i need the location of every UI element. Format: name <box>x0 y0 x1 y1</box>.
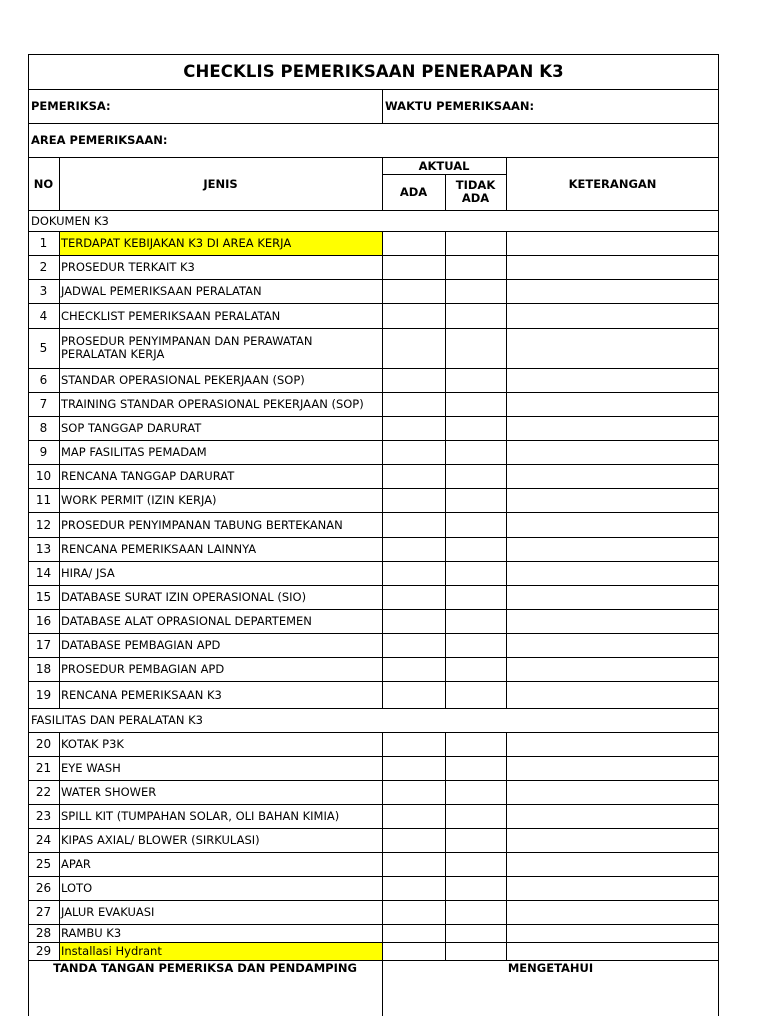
item-number: 4 <box>39 308 48 323</box>
item-number: 19 <box>35 687 52 702</box>
area-pemeriksaan-label: AREA PEMERIKSAAN: <box>31 133 168 147</box>
keterangan-cell[interactable] <box>506 609 719 633</box>
grid-line <box>382 157 383 211</box>
item-description: SOP TANGGAP DARURAT <box>61 421 202 435</box>
grid-line <box>28 876 719 877</box>
waktu-pemeriksaan-label: WAKTU PEMERIKSAAN: <box>385 99 535 113</box>
item-description: JADWAL PEMERIKSAAN PERALATAN <box>61 284 262 298</box>
item-description: WATER SHOWER <box>61 785 157 799</box>
grid-line <box>28 231 719 232</box>
keterangan-cell[interactable] <box>506 942 719 960</box>
item-number: 29 <box>35 944 52 958</box>
checklist-sheet <box>28 54 719 1016</box>
keterangan-cell[interactable] <box>506 416 719 440</box>
page-title: CHECKLIS PEMERIKSAAN PENERAPAN K3 <box>183 62 564 81</box>
grid-line <box>382 89 383 124</box>
keterangan-cell[interactable] <box>506 732 719 756</box>
item-description: PROSEDUR PEMBAGIAN APD <box>61 662 225 676</box>
ada-checkbox-cell[interactable] <box>382 440 445 464</box>
grid-line <box>28 960 719 961</box>
grid-line <box>28 89 719 90</box>
keterangan-cell[interactable] <box>506 804 719 828</box>
ada-checkbox-cell[interactable] <box>382 852 445 876</box>
item-description: KIPAS AXIAL/ BLOWER (SIRKULASI) <box>61 833 260 847</box>
tidak-ada-checkbox-cell[interactable] <box>445 609 506 633</box>
keterangan-cell[interactable] <box>506 303 719 328</box>
item-number: 5 <box>39 341 48 355</box>
item-number: 11 <box>35 493 52 507</box>
grid-line <box>28 609 719 610</box>
item-number: 15 <box>35 590 52 604</box>
tidak-ada-checkbox-cell[interactable] <box>445 657 506 681</box>
item-description: STANDAR OPERASIONAL PEKERJAAN (SOP) <box>61 373 305 387</box>
section-dokumen-k3: DOKUMEN K3 <box>31 213 109 228</box>
item-number: 7 <box>39 397 48 411</box>
item-number: 28 <box>35 926 52 940</box>
grid-line <box>28 440 719 441</box>
keterangan-cell[interactable] <box>506 464 719 488</box>
ada-checkbox-cell[interactable] <box>382 368 445 392</box>
keterangan-cell[interactable] <box>506 852 719 876</box>
tidak-ada-checkbox-cell[interactable] <box>445 561 506 585</box>
tidak-ada-checkbox-cell[interactable] <box>445 464 506 488</box>
item-description: RENCANA TANGGAP DARURAT <box>61 469 235 483</box>
grid-line <box>59 157 60 211</box>
keterangan-cell[interactable] <box>506 756 719 780</box>
tidak-ada-checkbox-cell[interactable] <box>445 924 506 942</box>
ada-checkbox-cell[interactable] <box>382 657 445 681</box>
item-description: JALUR EVAKUASI <box>61 905 155 919</box>
tidak-ada-checkbox-cell[interactable] <box>445 440 506 464</box>
item-description: EYE WASH <box>61 761 121 775</box>
ada-checkbox-cell[interactable] <box>382 303 445 328</box>
grid-line <box>28 756 719 757</box>
tidak-ada-checkbox-cell[interactable] <box>445 681 506 708</box>
keterangan-cell[interactable] <box>506 488 719 512</box>
tidak-ada-checkbox-cell[interactable] <box>445 231 506 255</box>
tidak-ada-checkbox-cell[interactable] <box>445 585 506 609</box>
keterangan-cell[interactable] <box>506 328 719 368</box>
ada-checkbox-cell[interactable] <box>382 231 445 255</box>
ada-checkbox-cell[interactable] <box>382 609 445 633</box>
tidak-ada-checkbox-cell[interactable] <box>445 416 506 440</box>
grid-line <box>382 732 383 961</box>
ada-checkbox-cell[interactable] <box>382 876 445 900</box>
ada-checkbox-cell[interactable] <box>382 279 445 303</box>
keterangan-cell[interactable] <box>506 561 719 585</box>
ada-checkbox-cell[interactable] <box>382 828 445 852</box>
keterangan-cell[interactable] <box>506 657 719 681</box>
item-description: PROSEDUR PENYIMPANAN TABUNG BERTEKANAN <box>61 517 343 532</box>
item-description: WORK PERMIT (IZIN KERJA) <box>61 493 217 507</box>
item-description: RENCANA PEMERIKSAAN LAINNYA <box>61 542 257 556</box>
tidak-ada-checkbox-cell[interactable] <box>445 368 506 392</box>
pemeriksa-label: PEMERIKSA: <box>31 99 111 113</box>
border-right <box>718 54 719 1016</box>
grid-line <box>28 732 719 733</box>
ada-checkbox-cell[interactable] <box>382 633 445 657</box>
item-number: 3 <box>39 284 48 298</box>
item-description: APAR <box>61 857 91 871</box>
section-fasilitas-peralatan-k3: FASILITAS DAN PERALATAN K3 <box>31 713 204 727</box>
grid-line <box>506 231 507 709</box>
grid-line <box>59 732 60 961</box>
tidak-ada-checkbox-cell[interactable] <box>445 804 506 828</box>
border-top <box>28 54 719 55</box>
grid-line <box>28 708 719 709</box>
signature-area-left[interactable] <box>28 976 382 1016</box>
item-number: 26 <box>35 881 52 895</box>
col-header-tidak-ada-label: ADA <box>461 191 490 205</box>
grid-line <box>59 231 60 709</box>
grid-line <box>28 368 719 369</box>
tidak-ada-checkbox-cell[interactable] <box>445 756 506 780</box>
grid-line <box>445 732 446 961</box>
grid-line <box>28 123 719 124</box>
item-number: 27 <box>35 905 52 919</box>
item-number: 22 <box>35 785 52 799</box>
ada-checkbox-cell[interactable] <box>382 804 445 828</box>
ada-checkbox-cell[interactable] <box>382 255 445 279</box>
tidak-ada-checkbox-cell[interactable] <box>445 876 506 900</box>
tidak-ada-checkbox-cell[interactable] <box>445 255 506 279</box>
col-header-keterangan: KETERANGAN <box>568 176 657 191</box>
item-description: RENCANA PEMERIKSAAN K3 <box>61 687 222 702</box>
item-description: TERDAPAT KEBIJAKAN K3 DI AREA KERJA <box>59 231 382 255</box>
keterangan-cell[interactable] <box>506 780 719 804</box>
grid-line <box>28 681 719 682</box>
item-number: 9 <box>39 445 48 459</box>
item-number: 23 <box>35 809 52 823</box>
keterangan-cell[interactable] <box>506 681 719 708</box>
item-description: MAP FASILITAS PEMADAM <box>61 445 207 459</box>
item-number: 2 <box>39 260 48 274</box>
ada-checkbox-cell[interactable] <box>382 512 445 537</box>
keterangan-cell[interactable] <box>506 537 719 561</box>
keterangan-cell[interactable] <box>506 876 719 900</box>
item-description: LOTO <box>61 881 93 895</box>
tidak-ada-checkbox-cell[interactable] <box>445 900 506 924</box>
item-description: RAMBU K3 <box>61 926 122 940</box>
item-number: 8 <box>39 421 48 435</box>
grid-line <box>506 732 507 961</box>
keterangan-cell[interactable] <box>506 440 719 464</box>
keterangan-cell[interactable] <box>506 900 719 924</box>
item-description: SPILL KIT (TUMPAHAN SOLAR, OLI BAHAN KIMIA) <box>61 809 340 823</box>
footer-signature-label: TANDA TANGAN PEMERIKSA DAN PENDAMPING <box>53 961 357 975</box>
ada-checkbox-cell[interactable] <box>382 756 445 780</box>
keterangan-cell[interactable] <box>506 924 719 942</box>
grid-line <box>28 900 719 901</box>
item-description: PROSEDUR TERKAIT K3 <box>61 260 195 274</box>
ada-checkbox-cell[interactable] <box>382 780 445 804</box>
ada-checkbox-cell[interactable] <box>382 416 445 440</box>
col-header-tidak-ada <box>445 174 506 210</box>
ada-checkbox-cell[interactable] <box>382 392 445 416</box>
keterangan-cell[interactable] <box>506 585 719 609</box>
grid-line <box>28 488 719 489</box>
item-description: DATABASE ALAT OPRASIONAL DEPARTEMEN <box>61 614 312 628</box>
item-number: 13 <box>35 542 52 556</box>
ada-checkbox-cell[interactable] <box>382 942 445 960</box>
ada-checkbox-cell[interactable] <box>382 924 445 942</box>
ada-checkbox-cell[interactable] <box>382 900 445 924</box>
tidak-ada-checkbox-cell[interactable] <box>445 392 506 416</box>
grid-line <box>28 585 719 586</box>
item-number: 18 <box>35 662 52 676</box>
tidak-ada-checkbox-cell[interactable] <box>445 512 506 537</box>
keterangan-cell[interactable] <box>506 633 719 657</box>
grid-line <box>28 804 719 805</box>
item-description: KOTAK P3K <box>61 737 124 751</box>
keterangan-cell[interactable] <box>506 392 719 416</box>
grid-line <box>28 561 719 562</box>
tidak-ada-checkbox-cell[interactable] <box>445 303 506 328</box>
col-header-no: NO <box>33 176 54 191</box>
footer-mengetahui-label: MENGETAHUI <box>507 961 594 975</box>
grid-line <box>28 464 719 465</box>
item-number: 14 <box>35 566 52 580</box>
tidak-ada-checkbox-cell[interactable] <box>445 942 506 960</box>
keterangan-cell[interactable] <box>506 512 719 537</box>
grid-line <box>28 512 719 513</box>
grid-line <box>382 231 383 709</box>
item-description: TRAINING STANDAR OPERASIONAL PEKERJAAN (SOP) <box>61 397 364 411</box>
grid-line <box>28 279 719 280</box>
item-number: 1 <box>39 236 48 250</box>
item-number: 16 <box>35 614 52 628</box>
keterangan-cell[interactable] <box>506 231 719 255</box>
grid-line <box>28 942 719 943</box>
keterangan-cell[interactable] <box>506 828 719 852</box>
item-number: 20 <box>35 737 52 751</box>
ada-checkbox-cell[interactable] <box>382 561 445 585</box>
tidak-ada-checkbox-cell[interactable] <box>445 633 506 657</box>
grid-line <box>382 960 383 1016</box>
item-description: HIRA/ JSA <box>61 566 115 580</box>
grid-line <box>28 303 719 304</box>
tidak-ada-checkbox-cell[interactable] <box>445 780 506 804</box>
col-header-aktual: AKTUAL <box>418 158 470 173</box>
keterangan-cell[interactable] <box>506 279 719 303</box>
tidak-ada-checkbox-cell[interactable] <box>445 828 506 852</box>
grid-line <box>506 157 507 211</box>
grid-line <box>28 210 719 211</box>
grid-line <box>28 924 719 925</box>
item-description: DATABASE SURAT IZIN OPERASIONAL (SIO) <box>61 590 307 604</box>
ada-checkbox-cell[interactable] <box>382 464 445 488</box>
item-description: CHECKLIST PEMERIKSAAN PERALATAN <box>61 308 281 323</box>
tidak-ada-checkbox-cell[interactable] <box>445 852 506 876</box>
item-number: 24 <box>35 833 52 847</box>
ada-checkbox-cell[interactable] <box>382 732 445 756</box>
keterangan-cell[interactable] <box>506 368 719 392</box>
tidak-ada-checkbox-cell[interactable] <box>445 488 506 512</box>
grid-line <box>28 328 719 329</box>
grid-line <box>28 157 719 158</box>
item-number: 12 <box>35 517 52 532</box>
ada-checkbox-cell[interactable] <box>382 328 445 368</box>
tidak-ada-checkbox-cell[interactable] <box>445 537 506 561</box>
grid-line <box>28 657 719 658</box>
border-left <box>28 54 29 1016</box>
grid-line <box>28 416 719 417</box>
item-number: 6 <box>39 373 48 387</box>
item-number: 21 <box>35 761 52 775</box>
ada-checkbox-cell[interactable] <box>382 681 445 708</box>
item-description: DATABASE PEMBAGIAN APD <box>61 638 221 652</box>
grid-line <box>445 174 446 211</box>
tidak-ada-checkbox-cell[interactable] <box>445 279 506 303</box>
keterangan-cell[interactable] <box>506 255 719 279</box>
col-header-tidak: TIDAK <box>455 178 496 192</box>
signature-area-right[interactable] <box>382 976 719 1016</box>
col-header-jenis: JENIS <box>203 176 238 191</box>
grid-line <box>28 633 719 634</box>
grid-line <box>28 780 719 781</box>
item-description: Installasi Hydrant <box>59 942 382 960</box>
col-header-ada: ADA <box>399 185 428 199</box>
item-number: 25 <box>35 857 52 871</box>
grid-line <box>28 392 719 393</box>
tidak-ada-checkbox-cell[interactable] <box>445 732 506 756</box>
item-number: 10 <box>35 469 52 483</box>
grid-line <box>28 852 719 853</box>
ada-checkbox-cell[interactable] <box>382 488 445 512</box>
item-description: PROSEDUR PENYIMPANAN DAN PERAWATAN PERALATAN KERJA <box>61 334 313 361</box>
ada-checkbox-cell[interactable] <box>382 537 445 561</box>
grid-line <box>28 537 719 538</box>
item-number: 17 <box>35 638 52 652</box>
tidak-ada-checkbox-cell[interactable] <box>445 328 506 368</box>
grid-line <box>28 255 719 256</box>
grid-line <box>28 828 719 829</box>
grid-line <box>445 231 446 709</box>
ada-checkbox-cell[interactable] <box>382 585 445 609</box>
